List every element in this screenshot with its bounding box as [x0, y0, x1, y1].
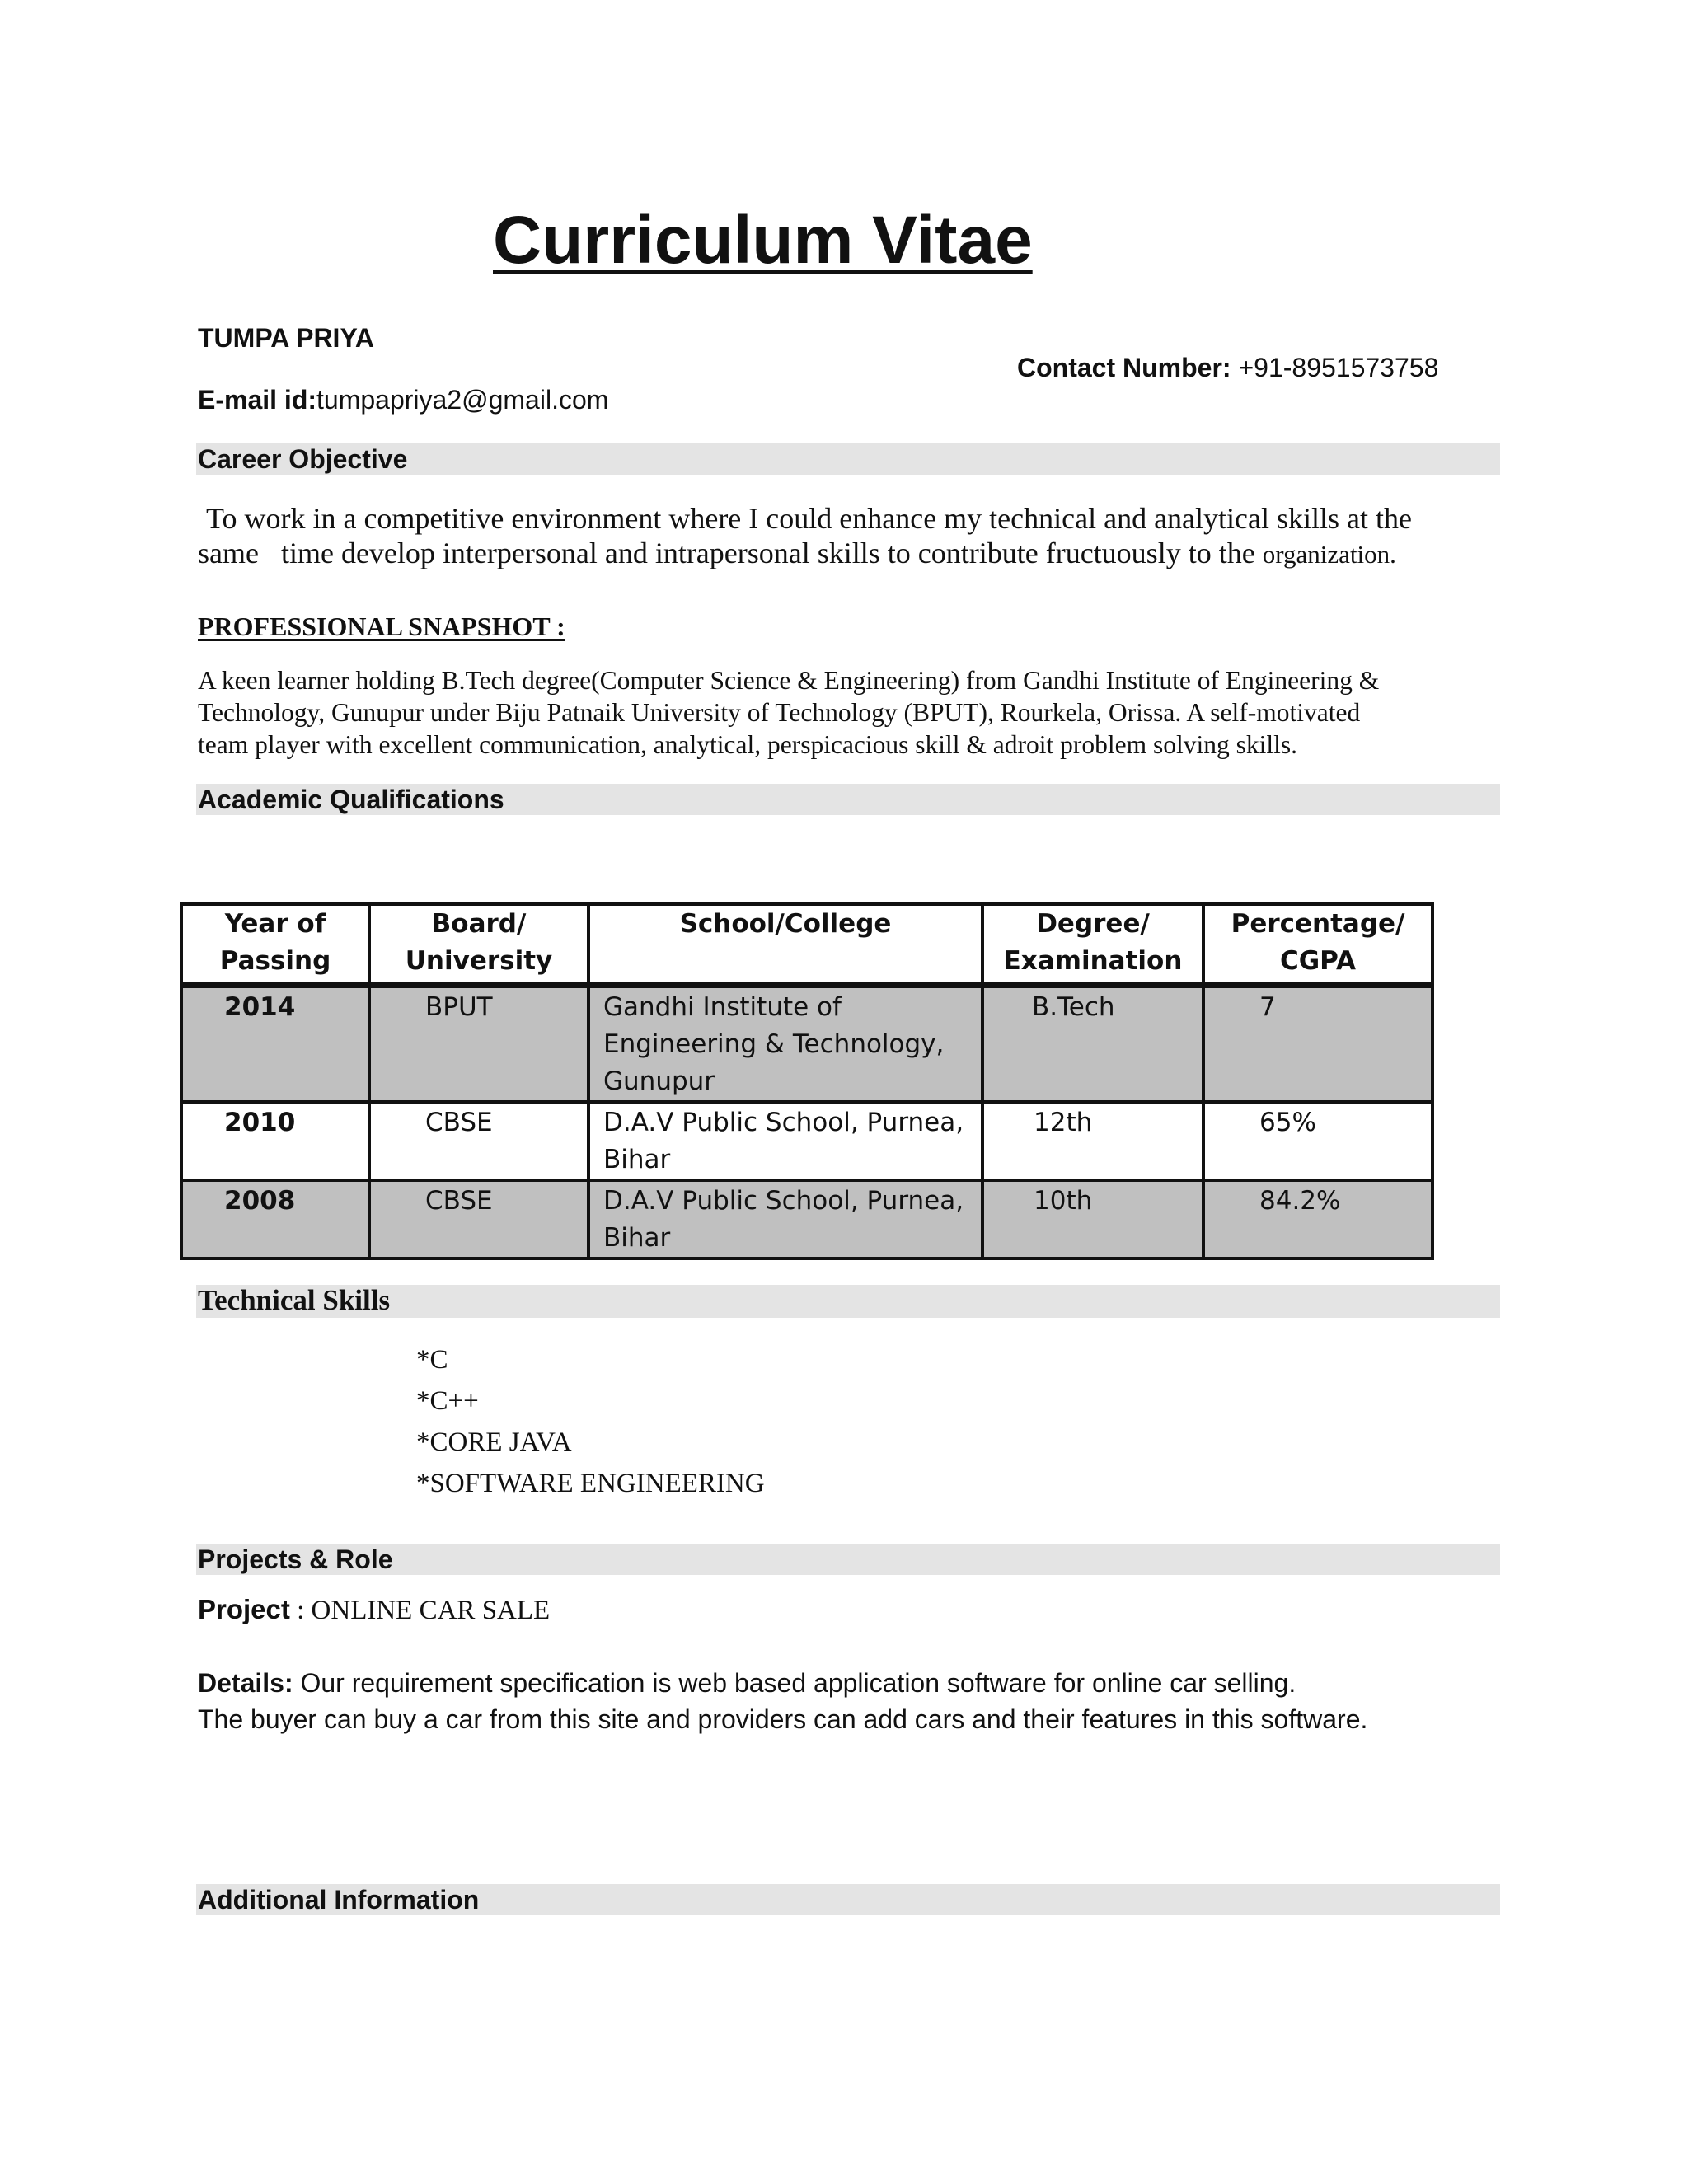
table-row	[181, 985, 1432, 1102]
table-row	[181, 1180, 1432, 1258]
table-header-row	[181, 904, 1432, 985]
page-title: Curriculum Vitae	[493, 203, 1033, 278]
list-item: *C	[416, 1345, 448, 1375]
contact-number	[1017, 353, 1438, 383]
cell-year: 2010	[181, 1102, 369, 1180]
column-header-year: Year of Passing	[181, 904, 369, 985]
section-bar-additional-information	[196, 1884, 1500, 1915]
project-line	[198, 1594, 550, 1626]
column-header-school: School/College	[588, 904, 982, 985]
cell-degree: B.Tech	[982, 985, 1203, 1102]
objective-line: To work in a competitive environment where I could enhance my technical and analytical skills at the	[206, 502, 1412, 535]
section-heading: Technical Skills	[198, 1284, 391, 1316]
project-details	[198, 1665, 1367, 1737]
career-objective-text	[198, 501, 1517, 572]
contact-value: +91-8951573758	[1231, 353, 1439, 382]
project-label: Project	[198, 1594, 290, 1624]
contact-label: Contact Number:	[1017, 353, 1231, 382]
candidate-name: TUMPA PRIYA	[198, 323, 374, 353]
section-heading: Academic Qualifications	[198, 785, 504, 814]
cell-degree: 10th	[982, 1180, 1203, 1258]
table-row	[181, 1102, 1432, 1180]
cell-percentage: 7	[1203, 985, 1432, 1102]
qualifications-table	[180, 902, 1434, 1260]
section-bar-projects	[196, 1544, 1500, 1575]
email-value: tumpapriya2@gmail.com	[316, 385, 609, 415]
cell-percentage: 84.2%	[1203, 1180, 1432, 1258]
cell-board: CBSE	[369, 1102, 588, 1180]
cell-degree: 12th	[982, 1102, 1203, 1180]
cell-percentage: 65%	[1203, 1102, 1432, 1180]
section-bar-career-objective	[196, 443, 1500, 475]
section-bar-academic	[196, 784, 1500, 815]
email-label: E-mail id:	[198, 385, 317, 415]
details-line: Our requirement specification is web based application software for online car selling.	[293, 1668, 1296, 1698]
cell-year: 2014	[181, 985, 369, 1102]
snapshot-line: Technology, Gunupur under Biju Patnaik University of Technology (BPUT), Rourkela, Orissa. A self-motivated	[198, 698, 1361, 727]
column-header-percentage: Percentage/ CGPA	[1203, 904, 1432, 985]
snapshot-line: team player with excellent communication, analytical, perspicacious skill & adroit problem solving skills.	[198, 730, 1298, 759]
section-heading: Career Objective	[198, 444, 408, 474]
objective-line-end: organization.	[1262, 540, 1396, 569]
snapshot-text	[198, 664, 1517, 761]
column-header-board: Board/ University	[369, 904, 588, 985]
snapshot-line: A keen learner holding B.Tech degree(Computer Science & Engineering) from Gandhi Institute of Engineering &	[198, 666, 1380, 695]
cell-board: CBSE	[369, 1180, 588, 1258]
section-heading: Additional Information	[198, 1885, 480, 1915]
column-header-degree: Degree/ Examination	[982, 904, 1203, 985]
details-label: Details:	[198, 1668, 293, 1698]
cell-school: D.A.V Public School, Purnea, Bihar	[588, 1180, 982, 1258]
cell-year: 2008	[181, 1180, 369, 1258]
cell-school: Gandhi Institute of Engineering & Technology, Gunupur	[588, 985, 982, 1102]
details-line: The buyer can buy a car from this site and providers can add cars and their features in this software.	[198, 1704, 1368, 1734]
skills-list	[416, 1339, 765, 1504]
email	[198, 385, 608, 415]
project-value: : ONLINE CAR SALE	[289, 1596, 551, 1625]
section-bar-technical-skills	[196, 1285, 1500, 1318]
list-item: *C++	[416, 1386, 479, 1416]
list-item: *SOFTWARE ENGINEERING	[416, 1469, 765, 1498]
cell-school: D.A.V Public School, Purnea, Bihar	[588, 1102, 982, 1180]
objective-line: same time develop interpersonal and intrapersonal skills to contribute fructuously to the	[198, 537, 1263, 569]
cell-board: BPUT	[369, 985, 588, 1102]
snapshot-heading: PROFESSIONAL SNAPSHOT :	[198, 612, 565, 641]
list-item: *CORE JAVA	[416, 1427, 572, 1457]
section-heading: Projects & Role	[198, 1544, 393, 1574]
